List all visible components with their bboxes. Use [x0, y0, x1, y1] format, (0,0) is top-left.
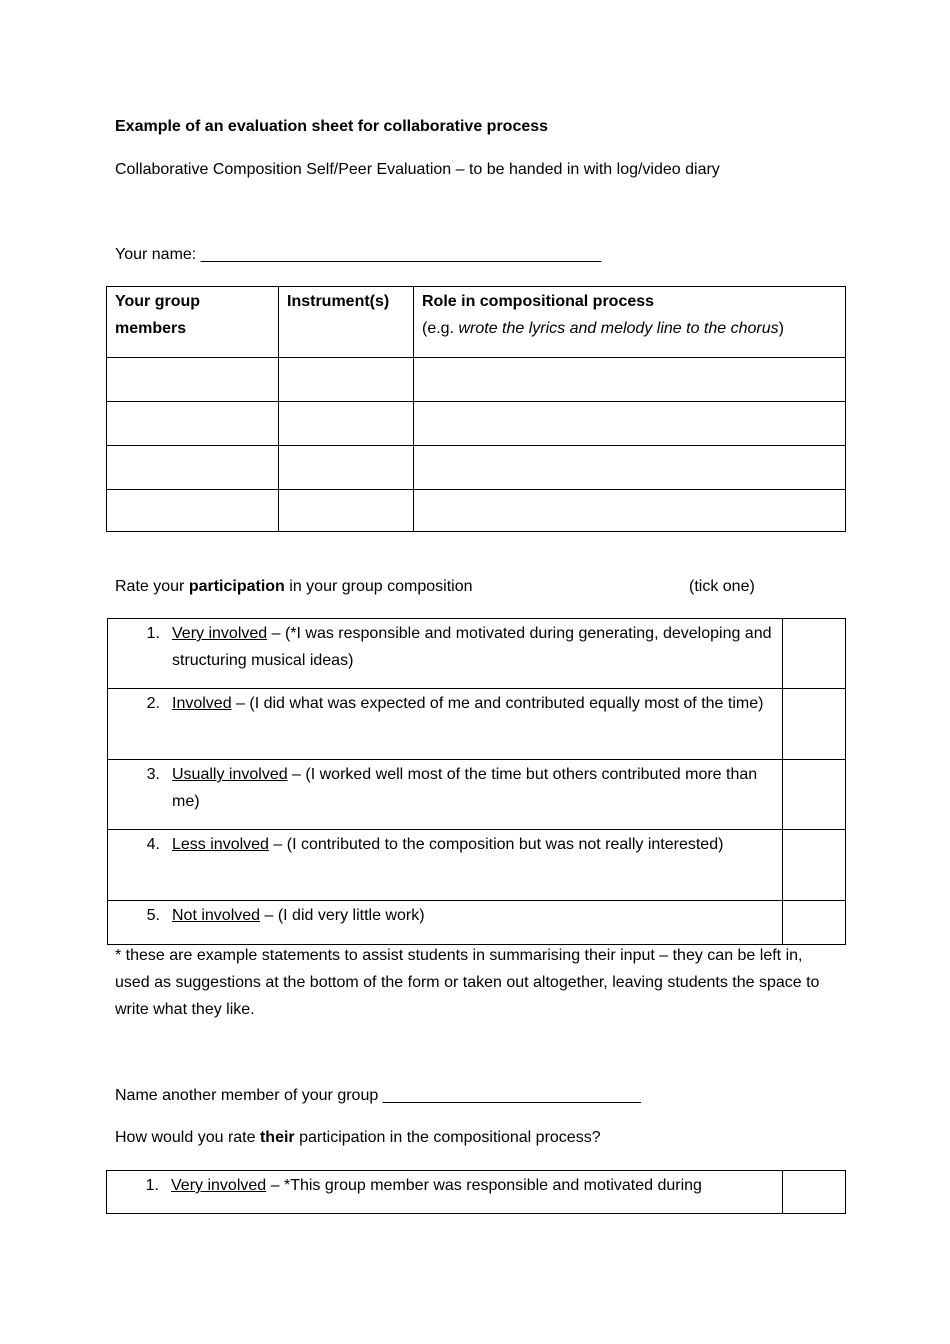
role-cell[interactable]: [414, 446, 846, 490]
rating-statement: 1. Very involved – *This group member was responsible and motivated during: [107, 1171, 783, 1214]
rating-statement: 3. Usually involved – (I worked well most of the time but others contributed more than me): [108, 760, 783, 830]
table-row: [107, 446, 846, 490]
member-name-cell[interactable]: [107, 490, 279, 532]
your-name-label: Your name:: [115, 246, 197, 263]
peer-rating-prompt: How would you rate their participation in the compositional process?: [115, 1129, 601, 1146]
tick-box[interactable]: [783, 901, 846, 945]
document-heading: Example of an evaluation sheet for collaborative process: [115, 118, 549, 135]
table-row: [107, 358, 846, 402]
self-rating-table: [107, 618, 846, 945]
tick-box[interactable]: [783, 830, 846, 901]
tick-box[interactable]: [783, 689, 846, 760]
self-rating-prompt: Rate your participation in your group composition: [115, 578, 473, 595]
table-row: [108, 830, 846, 901]
rating-statement: 2. Involved – (I did what was expected of me and contributed equally most of the time): [108, 689, 783, 760]
members-header-row: [107, 287, 846, 358]
table-row: [107, 402, 846, 446]
instrument-cell[interactable]: [279, 358, 414, 402]
peer-name-label: Name another member of your group: [115, 1087, 379, 1104]
role-cell[interactable]: [414, 402, 846, 446]
instrument-header-cell: Instrument(s): [279, 287, 414, 358]
your-name-blank[interactable]: _____________________________________________: [200, 246, 602, 263]
role-header-cell: Role in compositional process (e.g. wrote the lyrics and melody line to the chorus): [414, 287, 846, 358]
role-cell[interactable]: [414, 358, 846, 402]
rating-statement: 4. Less involved – (I contributed to the composition but was not really interested): [108, 830, 783, 901]
instrument-cell[interactable]: [279, 490, 414, 532]
peer-name-line[interactable]: [115, 1082, 641, 1109]
member-name-cell[interactable]: [107, 358, 279, 402]
member-name-cell[interactable]: [107, 402, 279, 446]
peer-rating-table: [106, 1170, 846, 1214]
instrument-cell[interactable]: [279, 402, 414, 446]
rating-statement: 5. Not involved – (I did very little work): [108, 901, 783, 945]
role-cell[interactable]: [414, 490, 846, 532]
table-row: [107, 490, 846, 532]
tick-box[interactable]: [783, 619, 846, 689]
table-row: [108, 689, 846, 760]
document-subtitle: Collaborative Composition Self/Peer Evaluation – to be handed in with log/video diary: [115, 161, 720, 178]
your-name-line[interactable]: [115, 241, 601, 268]
group-members-table: [106, 286, 846, 532]
instrument-cell[interactable]: [279, 446, 414, 490]
member-name-cell[interactable]: [107, 446, 279, 490]
table-row: [108, 901, 846, 945]
tick-one-label: (tick one): [689, 578, 755, 595]
rating-statement: 1. Very involved – (*I was responsible and motivated during generating, developing and structuring musical ideas): [108, 619, 783, 689]
tick-box[interactable]: [783, 1171, 846, 1214]
table-row: [108, 619, 846, 689]
table-row: [108, 760, 846, 830]
tick-box[interactable]: [783, 760, 846, 830]
members-header-cell: Your group members: [107, 287, 279, 358]
table-row: [107, 1171, 846, 1214]
peer-name-blank[interactable]: _____________________________: [382, 1087, 641, 1104]
footnote: * these are example statements to assist students in summarising their input – they can be left in, used as suggestions at the bottom of the form or taken out altogether, leaving students the space to write what they like.: [115, 947, 820, 1018]
